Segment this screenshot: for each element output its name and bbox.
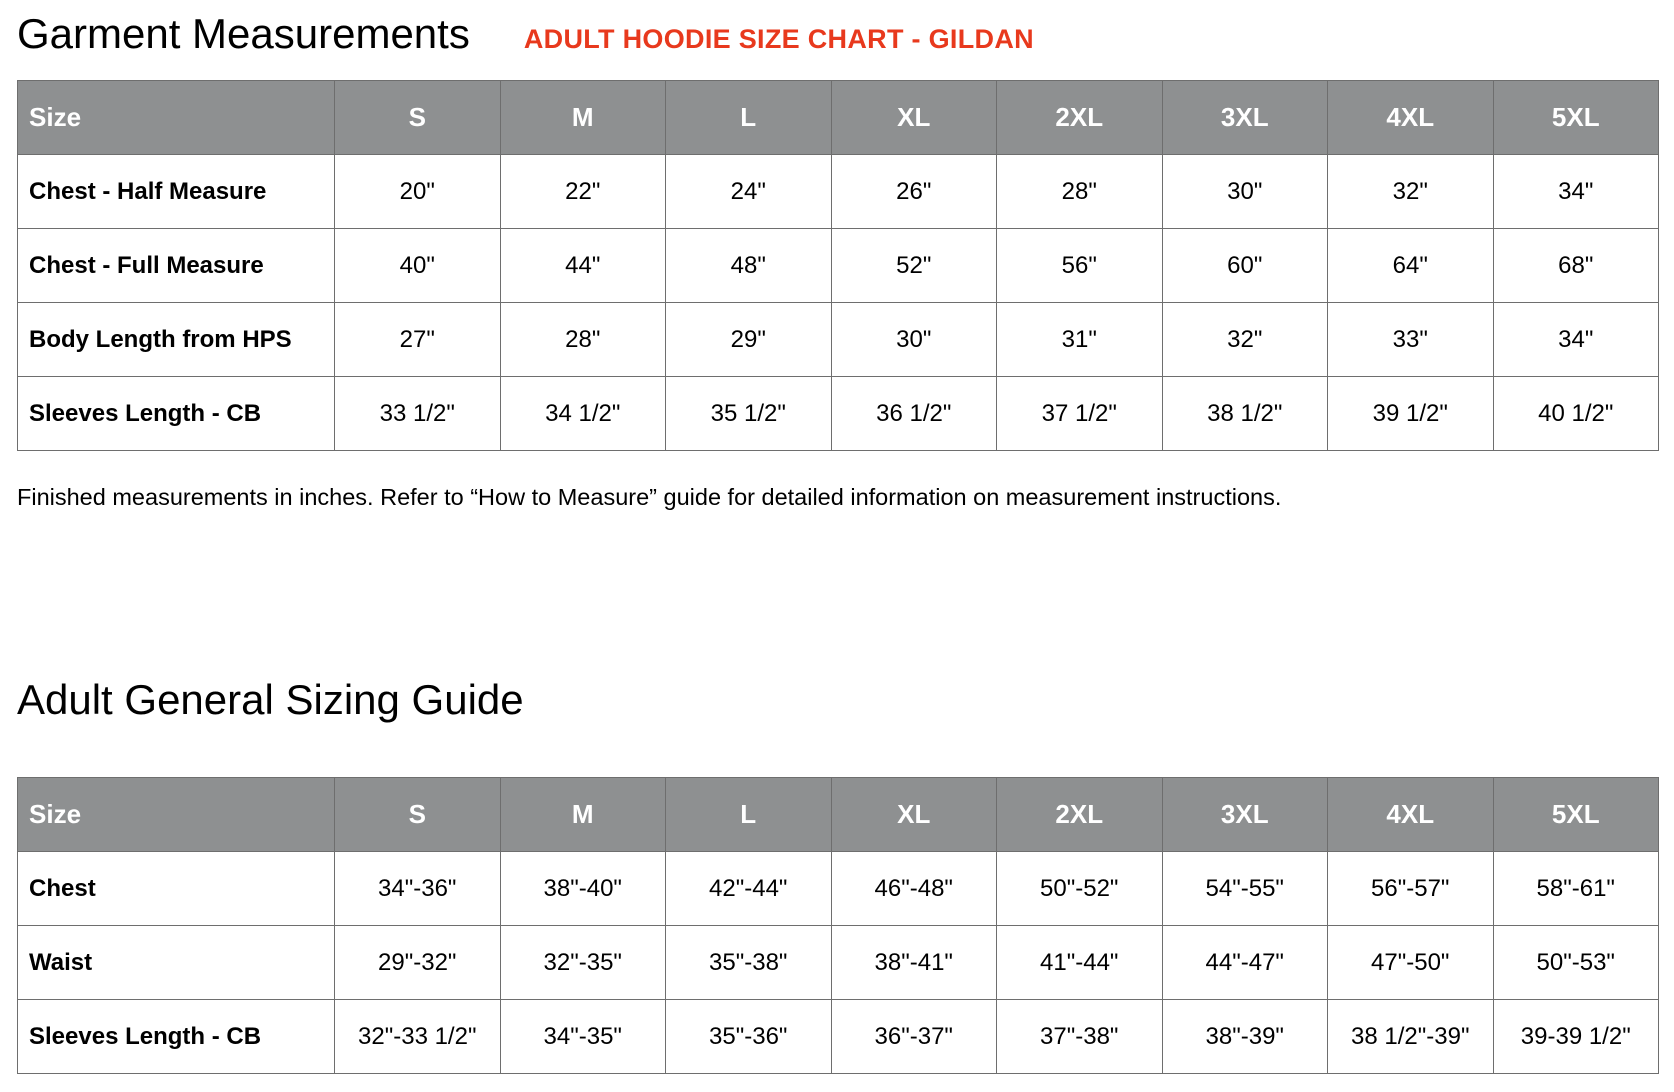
table-cell: 26": [831, 155, 997, 229]
header-cell: 5XL: [1493, 778, 1659, 852]
size-chart-subtitle: ADULT HOODIE SIZE CHART - GILDAN: [523, 24, 1034, 54]
table-cell: 35"-38": [666, 926, 832, 1000]
table-cell: 40": [335, 229, 501, 303]
table-cell: 33 1/2": [335, 377, 501, 451]
table-cell: 34"-36": [335, 852, 501, 926]
row-label: Chest - Full Measure: [18, 229, 335, 303]
table-cell: 42"-44": [666, 852, 832, 926]
general-sizing-title: Adult General Sizing Guide: [17, 676, 524, 723]
header-cell-size: Size: [18, 81, 335, 155]
general-sizing-table: [17, 777, 1659, 1074]
table-row: [18, 377, 1659, 451]
table-row: [18, 926, 1659, 1000]
table-cell: 47"-50": [1328, 926, 1494, 1000]
table-cell: 34": [1493, 303, 1659, 377]
table-cell: 38"-39": [1162, 1000, 1328, 1074]
header-cell: L: [666, 81, 832, 155]
table-cell: 56": [997, 229, 1163, 303]
table-cell: 27": [335, 303, 501, 377]
row-label: Waist: [18, 926, 335, 1000]
header-cell: S: [335, 81, 501, 155]
table-cell: 30": [1162, 155, 1328, 229]
header-cell: L: [666, 778, 832, 852]
header-cell: 3XL: [1162, 778, 1328, 852]
table-cell: 20": [335, 155, 501, 229]
table-cell: 58"-61": [1493, 852, 1659, 926]
table-cell: 24": [666, 155, 832, 229]
table-cell: 28": [997, 155, 1163, 229]
table-cell: 37"-38": [997, 1000, 1163, 1074]
table-cell: 50"-53": [1493, 926, 1659, 1000]
table-cell: 29": [666, 303, 832, 377]
table-cell: 35 1/2": [666, 377, 832, 451]
garment-title-row: [17, 10, 1034, 58]
table-cell: 22": [500, 155, 666, 229]
table-row: [18, 303, 1659, 377]
garment-measurements-table: [17, 80, 1659, 451]
garment-measurements-title: Garment Measurements: [17, 10, 470, 57]
table-cell: 40 1/2": [1493, 377, 1659, 451]
header-cell: 3XL: [1162, 81, 1328, 155]
measurement-note: Finished measurements in inches. Refer to “How to Measure” guide for detailed information on measurement instructions.: [17, 484, 1282, 510]
table-cell: 28": [500, 303, 666, 377]
table-cell: 52": [831, 229, 997, 303]
table-cell: 32"-33 1/2": [335, 1000, 501, 1074]
header-cell: 2XL: [997, 81, 1163, 155]
table-cell: 41"-44": [997, 926, 1163, 1000]
table-cell: 44"-47": [1162, 926, 1328, 1000]
table-cell: 56"-57": [1328, 852, 1494, 926]
table-cell: 33": [1328, 303, 1494, 377]
table-cell: 44": [500, 229, 666, 303]
table-cell: 36 1/2": [831, 377, 997, 451]
header-cell: XL: [831, 778, 997, 852]
table-cell: 29"-32": [335, 926, 501, 1000]
header-cell: 4XL: [1328, 778, 1494, 852]
table-cell: 68": [1493, 229, 1659, 303]
table-cell: 48": [666, 229, 832, 303]
table-cell: 38 1/2"-39": [1328, 1000, 1494, 1074]
row-label: Chest: [18, 852, 335, 926]
table-cell: 64": [1328, 229, 1494, 303]
table-cell: 39 1/2": [1328, 377, 1494, 451]
header-cell-size: Size: [18, 778, 335, 852]
table-cell: 35"-36": [666, 1000, 832, 1074]
header-cell: XL: [831, 81, 997, 155]
table-header-row: [18, 81, 1659, 155]
table-cell: 34 1/2": [500, 377, 666, 451]
header-cell: M: [500, 81, 666, 155]
table-cell: 60": [1162, 229, 1328, 303]
table-cell: 34"-35": [500, 1000, 666, 1074]
table-cell: 32": [1162, 303, 1328, 377]
header-cell: S: [335, 778, 501, 852]
row-label: Chest - Half Measure: [18, 155, 335, 229]
header-cell: 4XL: [1328, 81, 1494, 155]
table-cell: 39-39 1/2": [1493, 1000, 1659, 1074]
header-cell: 2XL: [997, 778, 1163, 852]
table-row: [18, 1000, 1659, 1074]
table-cell: 54"-55": [1162, 852, 1328, 926]
table-cell: 50"-52": [997, 852, 1163, 926]
table-cell: 38"-40": [500, 852, 666, 926]
row-label: Body Length from HPS: [18, 303, 335, 377]
table-row: [18, 155, 1659, 229]
table-row: [18, 852, 1659, 926]
table-cell: 38 1/2": [1162, 377, 1328, 451]
table-cell: 37 1/2": [997, 377, 1163, 451]
table-row: [18, 229, 1659, 303]
table-cell: 30": [831, 303, 997, 377]
table-cell: 32"-35": [500, 926, 666, 1000]
table-cell: 34": [1493, 155, 1659, 229]
header-cell: 5XL: [1493, 81, 1659, 155]
row-label: Sleeves Length - CB: [18, 377, 335, 451]
table-cell: 38"-41": [831, 926, 997, 1000]
table-cell: 31": [997, 303, 1163, 377]
table-cell: 32": [1328, 155, 1494, 229]
row-label: Sleeves Length - CB: [18, 1000, 335, 1074]
header-cell: M: [500, 778, 666, 852]
table-cell: 46"-48": [831, 852, 997, 926]
table-cell: 36"-37": [831, 1000, 997, 1074]
table-header-row: [18, 778, 1659, 852]
